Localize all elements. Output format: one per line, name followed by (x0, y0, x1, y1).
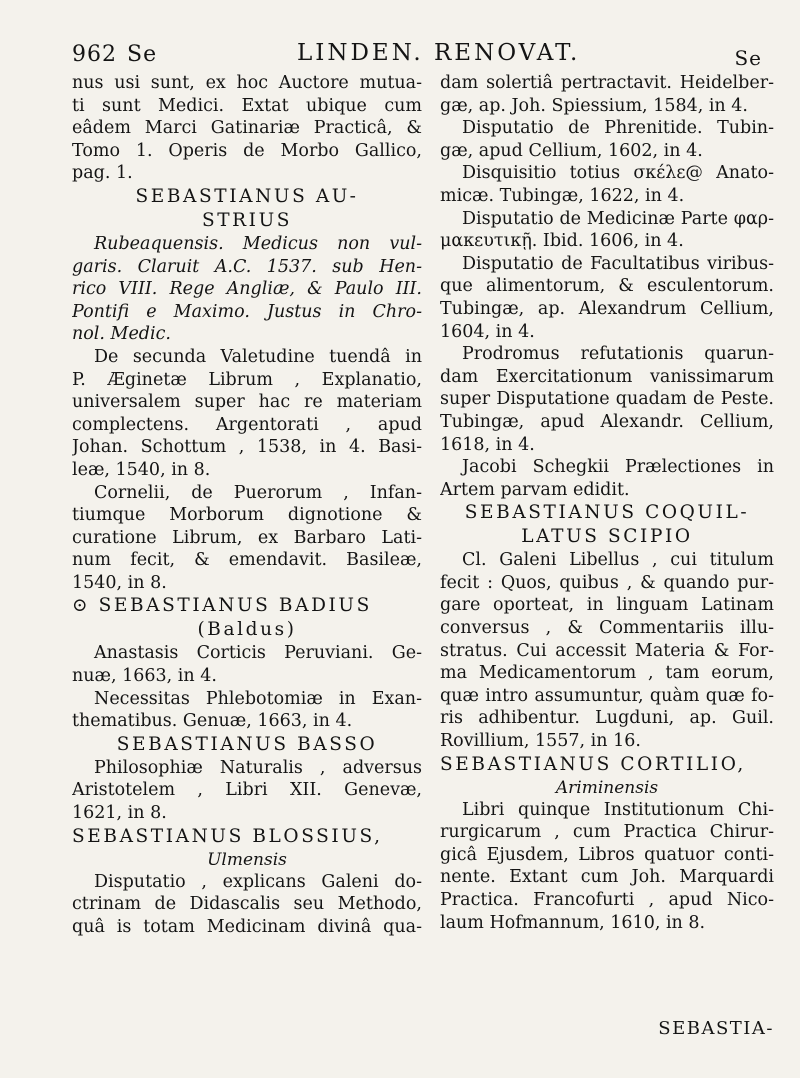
text-line: Rovillium, 1557, in 16. (440, 731, 641, 752)
right-column (440, 72, 774, 934)
text-line: De secunda Valetudine tuendâ in (94, 346, 422, 367)
text-line: 1618, in 4. (440, 434, 535, 455)
text-line: leæ, 1540, in 8. (72, 459, 211, 480)
text-line: garis. Claruit A.C. 1537. sub Hen- (72, 256, 422, 277)
text-line: nus usi sunt, ex hoc Auctore mutua- (72, 73, 422, 93)
running-head-right-mark: Se (734, 46, 762, 70)
text-line: gare oporteat, in linguam Latinam (440, 595, 774, 616)
text-line: Anastasis Corticis Peruviani. Ge- (94, 643, 422, 664)
text-line: nol. Medic. (72, 324, 171, 345)
text-line: Disputatio de Facultatibus viribus- (462, 253, 774, 274)
entry-heading: SEBASTIANUS AU- (135, 185, 359, 207)
text-line: dam solertiâ pertractavit. Heidelber- (440, 73, 774, 93)
text-line: Practica. Francofurti , apud Nico- (440, 890, 774, 910)
text-line: Tomo 1. Operis de Morbo Gallico, (72, 140, 422, 161)
text-line: universalem super hac re materiam (72, 392, 422, 413)
text-line: complectens. Argentorati , apud (72, 414, 422, 435)
text-line: conversus , & Commentariis illu- (440, 618, 774, 639)
text-line: quâ is totam Medicinam divinâ qua- (72, 916, 422, 937)
text-line: nuæ, 1663, in 4. (72, 666, 217, 687)
text-line: super Disputatione quadam de Peste. (440, 389, 774, 410)
text-line: ctrinam de Didascalis seu Methodo, (72, 894, 422, 915)
text-line: Artem parvam edidit. (440, 479, 630, 500)
text-line: que alimentorum, & esculentorum. (440, 276, 774, 297)
text-line: P. Æginetæ Librum , Explanatio, (72, 369, 422, 390)
text-line: gicâ Ejusdem, Libros quatuor conti- (440, 844, 774, 865)
running-head (72, 38, 762, 74)
text-line: quæ intro assumuntur, quàm quæ fo- (440, 685, 774, 706)
text-line: ti sunt Medici. Extat ubique cum (72, 95, 422, 116)
text-line: Rubeaquensis. Medicus non vul- (94, 233, 422, 254)
text-line: Tubingæ, apud Alexandr. Cellium, (440, 411, 774, 432)
entry-heading: LATUS SCIPIO (521, 526, 693, 548)
text-line: stratus. Cui accessit Materia & For- (440, 640, 774, 661)
text-line: rico VIII. Rege Angliæ, & Paulo III. (72, 279, 422, 300)
text-line: Cornelii, de Puerorum , Infan- (94, 482, 422, 503)
entry-heading: (Baldus) (197, 619, 297, 641)
text-line: Tubingæ, ap. Alexandrum Cellium, (440, 298, 774, 319)
text-line: gæ, apud Cellium, 1602, in 4. (440, 140, 703, 161)
entry-subheading: Ulmensis (207, 849, 287, 870)
text-line: ma Medicamentorum , tam eorum, (440, 663, 774, 684)
entry-heading: SEBASTIANUS BLOSSIUS, (72, 825, 383, 847)
text-line: tiumque Morborum dignotione & (72, 505, 422, 526)
text-line: Disquisitio totius σκέλε@ Anato- (462, 163, 774, 184)
text-line: Disputatio de Medicinæ Parte φαρ- (462, 208, 774, 229)
text-line: Prodromus refutationis quarun- (462, 344, 774, 365)
text-line: 1540, in 8. (72, 572, 167, 593)
entry-heading: ⊙ SEBASTIANUS BADIUS (72, 595, 372, 617)
text-line: micæ. Tubingæ, 1622, in 4. (440, 185, 685, 206)
text-line: curatione Librum, ex Barbaro Lati- (72, 527, 422, 548)
text-line: Jacobi Schegkii Prælectiones in (462, 457, 774, 478)
text-line: Pontifi e Maximo. Justus in Chro- (72, 301, 422, 322)
text-line: eâdem Marci Gatinariæ Practicâ, & (72, 118, 422, 139)
entry-heading: SEBASTIANUS BASSO (116, 733, 378, 755)
text-line: gæ, ap. Joh. Spiessium, 1584, in 4. (440, 95, 748, 116)
text-line: 1604, in 4. (440, 321, 535, 342)
text-line: pag. 1. (72, 163, 133, 184)
text-line: ris adhibentur. Lugduni, ap. Guil. (440, 708, 774, 729)
entry-heading: STRIUS (201, 209, 293, 231)
running-head-title: LINDEN. RENOVAT. (297, 40, 581, 66)
text-line: Aristotelem , Libri XII. Genevæ, (72, 780, 422, 801)
text-line: 1621, in 8. (72, 803, 167, 824)
text-line: rurgicarum , cum Practica Chirur- (440, 822, 774, 843)
text-line: thematibus. Genuæ, 1663, in 4. (72, 711, 353, 732)
text-line: Disputatio de Phrenitide. Tubin- (462, 118, 774, 139)
entry-heading: SEBASTIANUS COQUIL- (464, 502, 750, 524)
left-column (72, 72, 422, 938)
text-line: dam Exercitationum vanissimarum (440, 366, 774, 387)
text-line: num fecit, & emendavit. Basileæ, (72, 550, 422, 571)
page-number: 962 (72, 42, 117, 67)
text-line: laum Hofmannum, 1610, in 8. (440, 912, 706, 933)
catchword: SEBASTIA- (658, 1018, 774, 1039)
text-line: Johan. Schottum , 1538, in 4. Basi- (72, 437, 422, 458)
text-line: μακευτικῇ. Ibid. 1606, in 4. (440, 231, 684, 252)
text-line: Philosophiæ Naturalis , adversus (94, 757, 422, 778)
text-line: nente. Extant cum Joh. Marquardi (440, 867, 774, 888)
text-line: Libri quinque Institutionum Chi- (462, 799, 774, 820)
text-line: fecit : Quos, quibus , & quando pur- (440, 572, 774, 593)
text-line: Necessitas Phlebotomiæ in Exan- (94, 688, 422, 709)
text-line: Disputatio , explicans Galeni do- (94, 871, 422, 892)
text-line: Cl. Galeni Libellus , cui titulum (462, 550, 774, 571)
running-head-left-mark: Se (127, 42, 158, 67)
entry-heading: SEBASTIANUS CORTILIO, (440, 753, 746, 775)
entry-subheading: Ariminensis (555, 777, 659, 798)
